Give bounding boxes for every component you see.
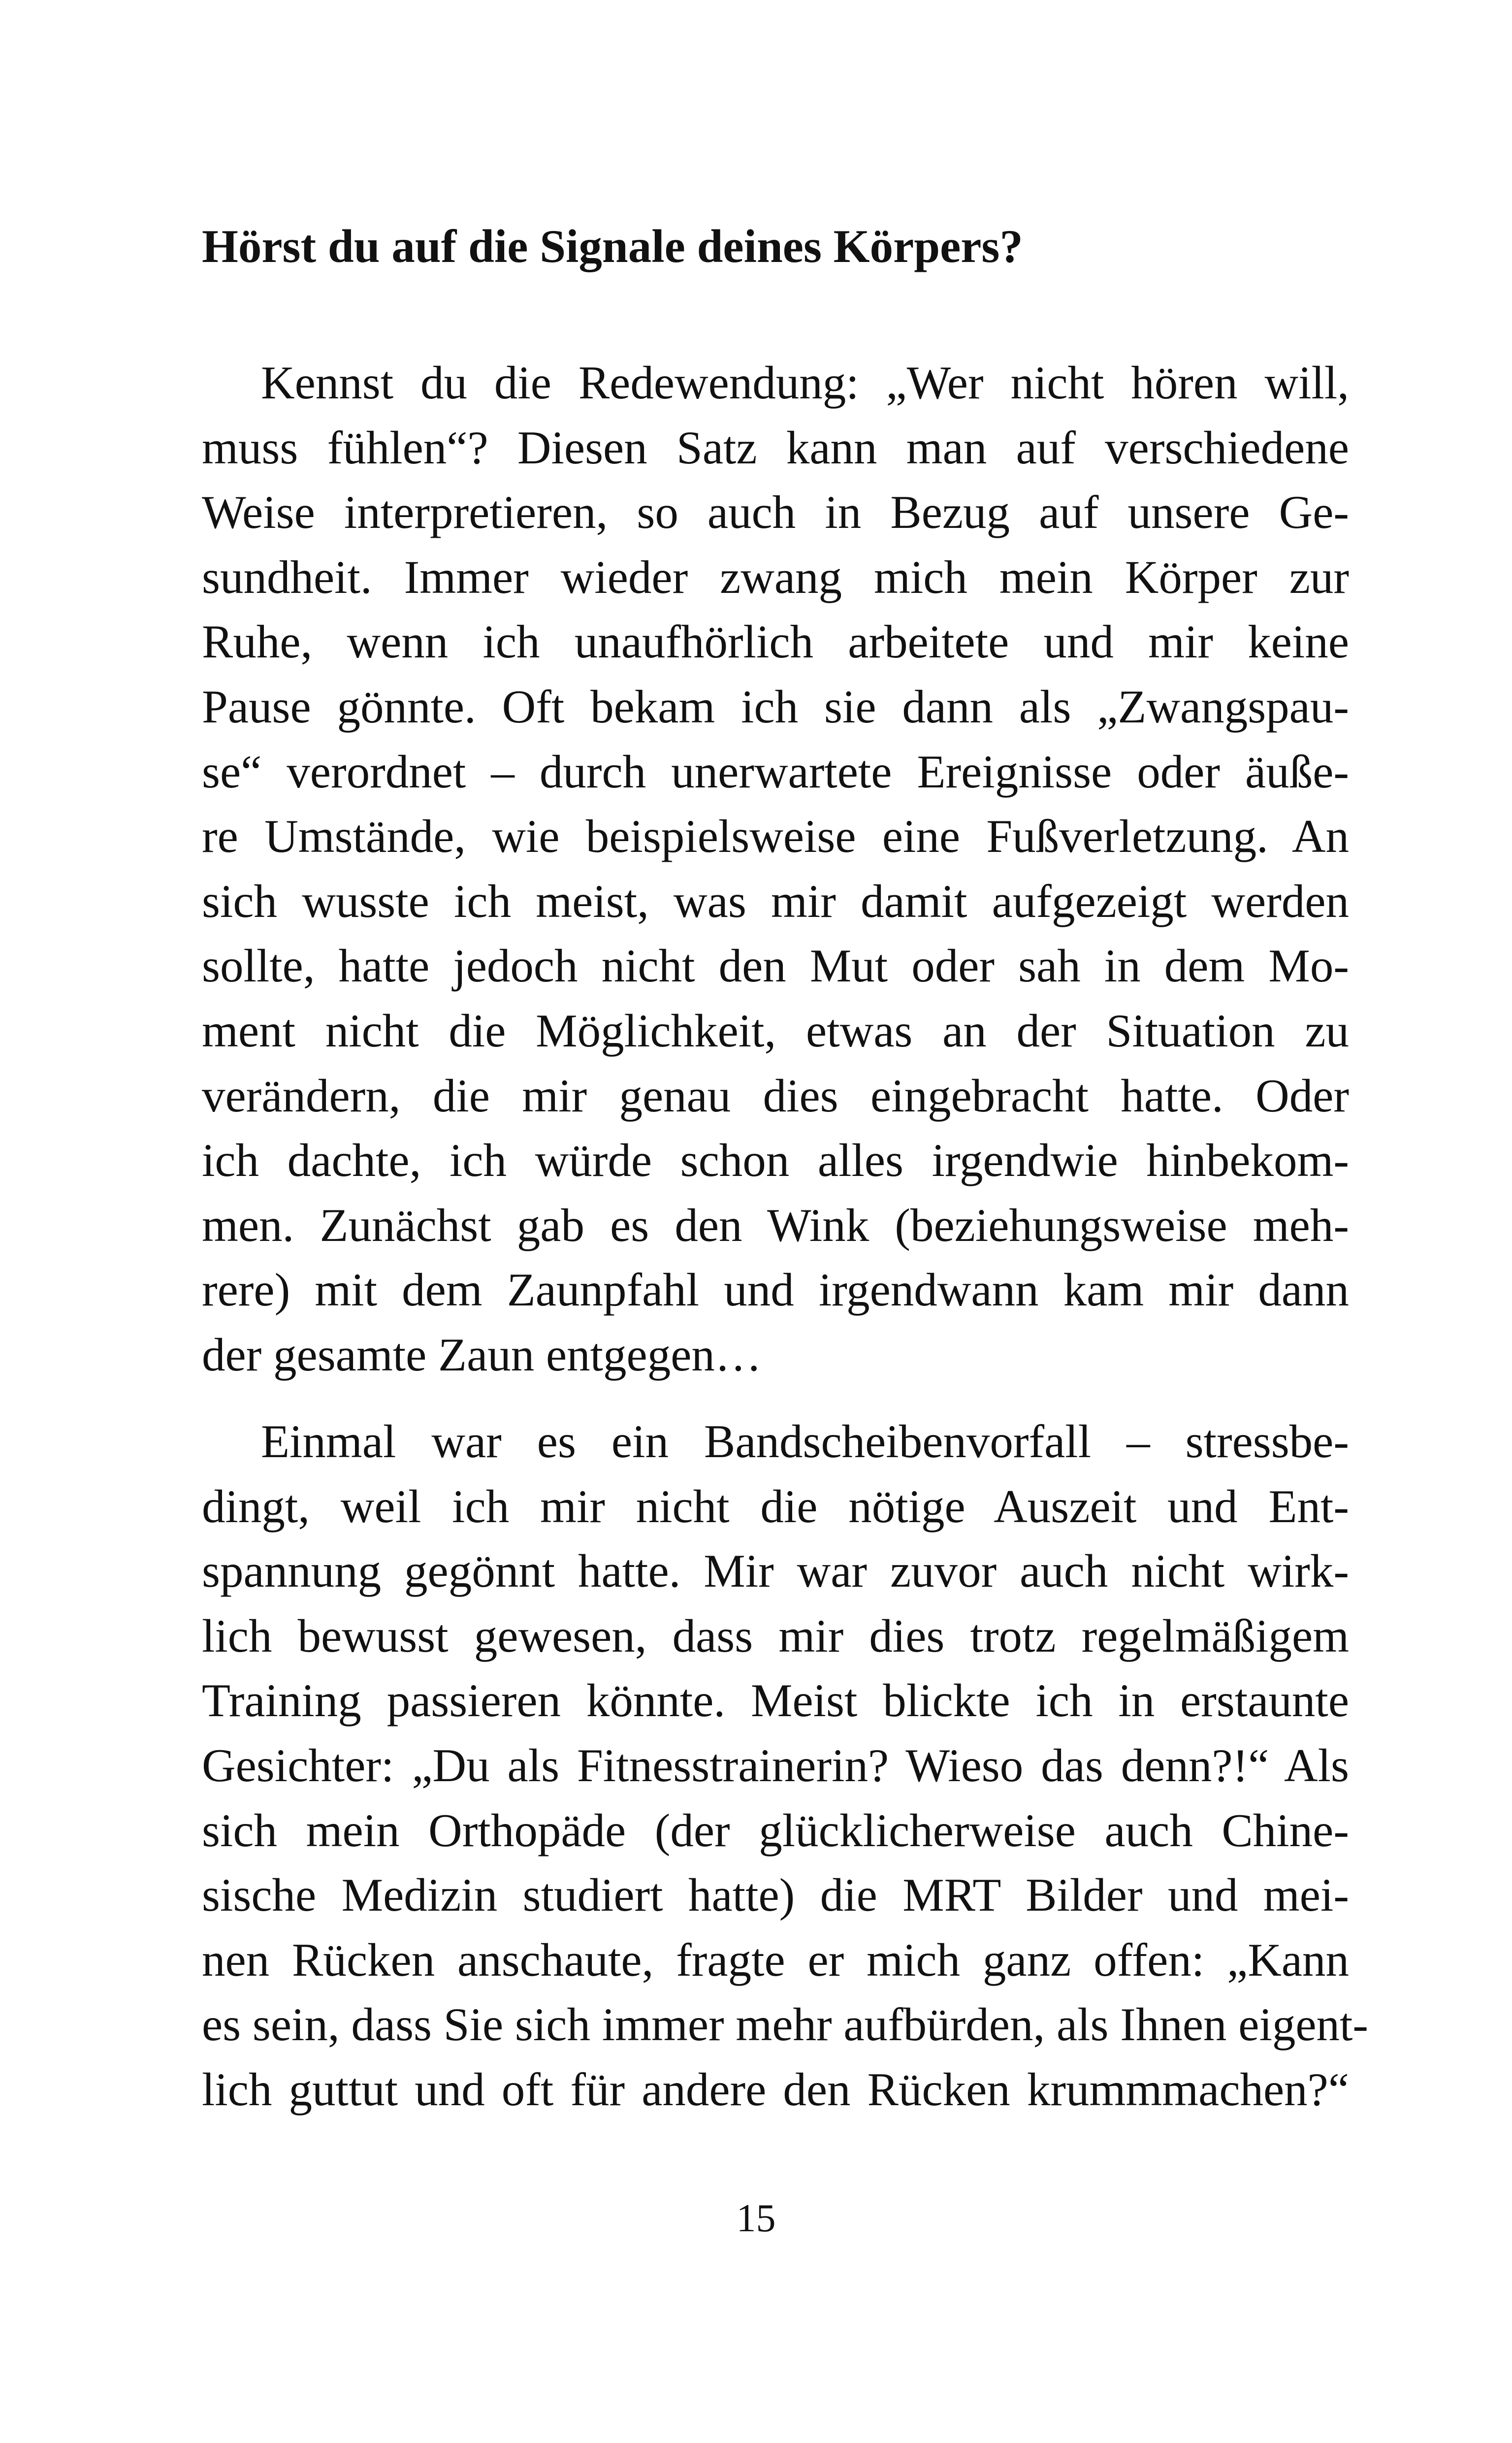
text-line: Kennst du die Redewendung: „Wer nicht hören will, (261, 357, 1349, 409)
chapter-heading: Hörst du auf die Signale deines Körpers? (202, 220, 1023, 272)
text-line: re Umstände, wie beispielsweise eine Fußverletzung. An (202, 810, 1349, 863)
paragraph-2 (202, 1409, 1369, 2122)
text-line: Weise interpretieren, so auch in Bezug auf unsere Ge- (202, 486, 1349, 539)
text-line: se“ verordnet – durch unerwartete Ereignisse oder äuße- (202, 745, 1349, 798)
text-line: sundheit. Immer wieder zwang mich mein Körper zur (202, 551, 1349, 603)
text-line: muss fühlen“? Diesen Satz kann man auf verschiedene (202, 421, 1349, 474)
text-line: lich guttut und oft für andere den Rücken krummmachen?“ (202, 2063, 1349, 2116)
text-line: ich dachte, ich würde schon alles irgendwie hinbekom- (202, 1134, 1349, 1187)
text-line: Gesichter: „Du als Fitnesstrainerin? Wieso das denn?!“ Als (202, 1739, 1349, 1792)
text-line: der gesamte Zaun entgegen… (202, 1328, 762, 1381)
text-line: sische Medizin studiert hatte) die MRT Bilder und mei- (202, 1869, 1349, 1922)
text-line: Training passieren könnte. Meist blickte ich in erstaunte (202, 1674, 1349, 1727)
text-line: Einmal war es ein Bandscheibenvorfall – stressbe- (261, 1415, 1349, 1467)
paragraph-1 (202, 351, 1349, 1388)
text-line: sich mein Orthopäde (der glücklicherweise auch Chine- (202, 1804, 1349, 1857)
text-line: lich bewusst gewesen, dass mir dies trotz regelmäßigem (202, 1609, 1349, 1662)
text-line: es sein, dass Sie sich immer mehr aufbürden, als Ihnen eigent- (202, 1998, 1369, 2051)
text-line: ment nicht die Möglichkeit, etwas an der Situation zu (202, 1004, 1349, 1057)
text-line: Pause gönnte. Oft bekam ich sie dann als „Zwangspau- (202, 680, 1349, 733)
text-line: rere) mit dem Zaunpfahl und irgendwann kam mir dann (202, 1264, 1349, 1316)
text-line: sollte, hatte jedoch nicht den Mut oder sah in dem Mo- (202, 940, 1349, 992)
page-number: 15 (736, 2197, 776, 2240)
text-line: spannung gegönnt hatte. Mir war zuvor auch nicht wirk- (202, 1545, 1349, 1597)
text-line: verändern, die mir genau dies eingebracht hatte. Oder (202, 1069, 1349, 1122)
text-line: men. Zunächst gab es den Wink (beziehungsweise meh- (202, 1199, 1349, 1251)
text-line: dingt, weil ich mir nicht die nötige Auszeit und Ent- (202, 1480, 1349, 1532)
text-line: nen Rücken anschaute, fragte er mich ganz offen: „Kann (202, 1933, 1349, 1986)
text-line: Ruhe, wenn ich unaufhörlich arbeitete und mir keine (202, 616, 1349, 668)
text-line: sich wusste ich meist, was mir damit aufgezeigt werden (202, 875, 1349, 927)
